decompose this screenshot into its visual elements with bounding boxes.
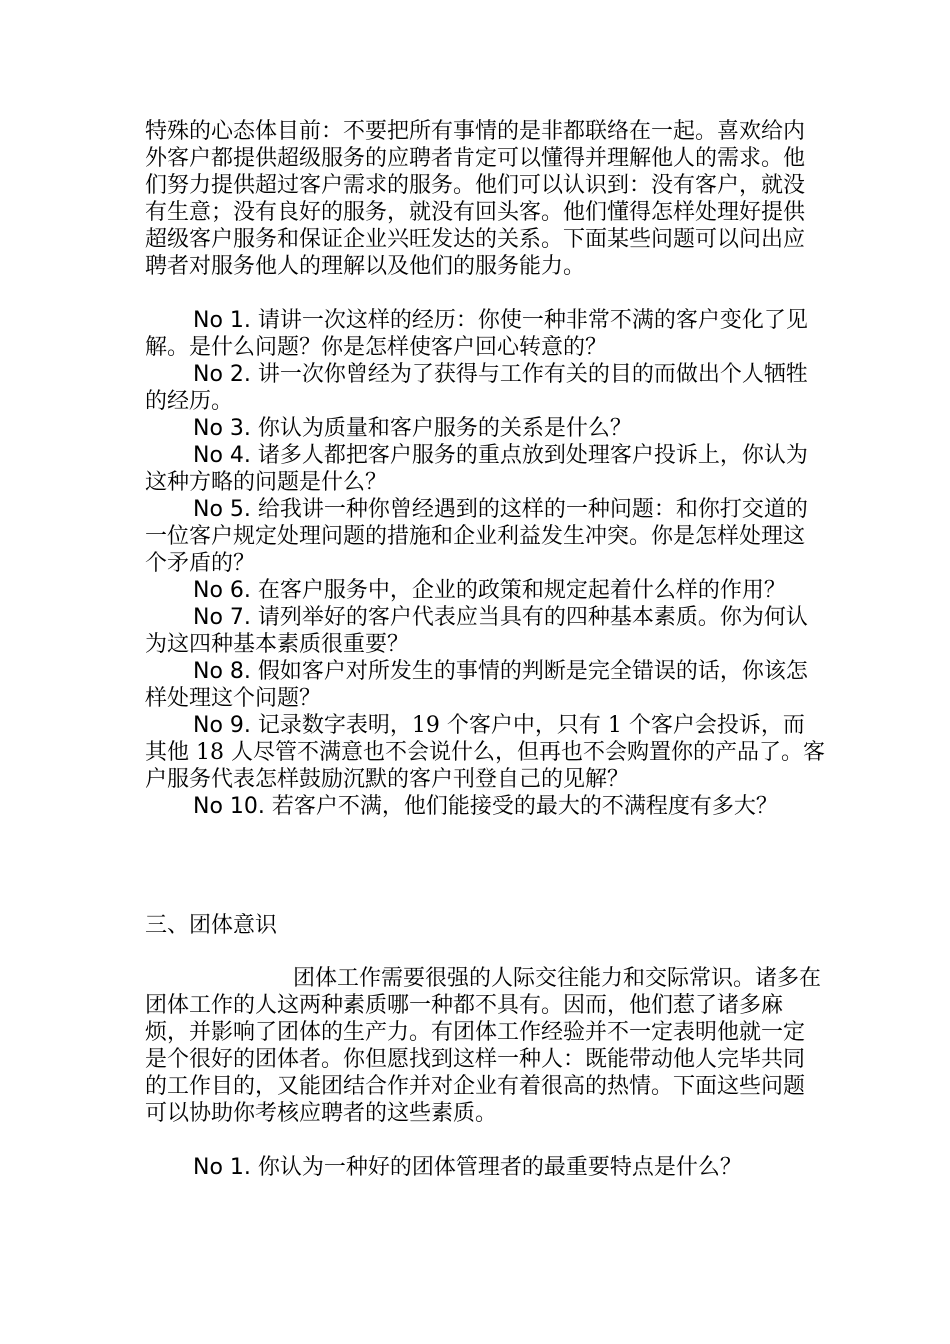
section-heading: 三、团体意识 xyxy=(145,913,278,938)
question-item xyxy=(145,1154,825,1181)
section2-question-list xyxy=(145,307,825,820)
question-text: 记录数字表明，19 个客户中，只有 1 个客户会投诉，而其他 18 人尽管不满意也不会说什么，但再也不会购置你的产品了。客户服务代表怎样鼓励沉默的客户刊登自己的见解？ xyxy=(145,713,825,792)
question-item xyxy=(145,415,825,442)
question-number: No 6. xyxy=(193,578,251,603)
question-item xyxy=(145,793,825,820)
question-item xyxy=(145,307,825,361)
question-item xyxy=(145,577,825,604)
question-text: 在客户服务中，企业的政策和规定起着什么样的作用？ xyxy=(257,578,786,603)
question-text: 请讲一次这样的经历：你使一种非常不满的客户变化了见解。是什么问题？你是怎样使客户回心转意的？ xyxy=(145,308,808,360)
document-page xyxy=(145,118,825,1181)
question-item xyxy=(145,604,825,658)
question-number: No 2. xyxy=(193,362,251,387)
question-number: No 4. xyxy=(193,443,251,468)
question-number: No 5. xyxy=(193,497,251,522)
question-text: 讲一次你曾经为了获得与工作有关的目的而做出个人牺牲的经历。 xyxy=(145,362,808,414)
question-item xyxy=(145,712,825,793)
question-number: No 8. xyxy=(193,659,251,684)
question-text: 诸多人都把客户服务的重点放到处理客户投诉上，你认为这种方略的问题是什么？ xyxy=(145,443,808,495)
section2-intro: 特殊的心态体目前：不要把所有事情的是非都联络在一起。喜欢给内外客户都提供超级服务的应聘者肯定可以懂得并理解他人的需求。他们努力提供超过客户需求的服务。他们可以认识到：没有客户，就没有生意；没有良好的服务，就没有回头客。他们懂得怎样处理好提供超级客户服务和保证企业兴旺发达的关系。下面某些问题可以问出应聘者对服务他人的理解以及他们的服务能力。 xyxy=(145,119,806,279)
question-text: 假如客户对所发生的事情的判断是完全错误的话，你该怎样处理这个问题？ xyxy=(145,659,808,711)
question-number: No 7. xyxy=(193,605,251,630)
question-item xyxy=(145,496,825,577)
section3-question-list xyxy=(145,1154,825,1181)
question-text: 请列举好的客户代表应当具有的四种基本素质。你为何认为这四种基本素质很重要？ xyxy=(145,605,808,657)
question-text: 若客户不满，他们能接受的最大的不满程度有多大？ xyxy=(271,794,778,819)
question-text: 给我讲一种你曾经遇到的这样的一种问题：和你打交道的一位客户规定处理问题的措施和企业利益发生冲突。你是怎样处理这个矛盾的？ xyxy=(145,497,808,576)
question-number: No 10. xyxy=(193,794,265,819)
section3-intro: 团体工作需要很强的人际交往能力和交际常识。诸多在团体工作的人这两种素质哪一种都不具有。因而，他们惹了诸多麻烦，并影响了团体的生产力。有团体工作经验并不一定表明他就一定是个很好的团体者。你但愿找到这样一种人：既能带动他人完毕共同的工作目的，又能团结合作并对企业有着很高的热情。下面这些问题可以协助你考核应聘者的这些素质。 xyxy=(145,966,822,1126)
question-number: No 1. xyxy=(193,308,251,333)
question-item xyxy=(145,361,825,415)
question-item xyxy=(145,442,825,496)
question-text: 你认为一种好的团体管理者的最重要特点是什么？ xyxy=(257,1155,742,1180)
question-text: 你认为质量和客户服务的关系是什么？ xyxy=(257,416,632,441)
question-number: No 3. xyxy=(193,416,251,441)
question-number: No 1. xyxy=(193,1155,251,1180)
question-number: No 9. xyxy=(193,713,251,738)
question-item xyxy=(145,658,825,712)
